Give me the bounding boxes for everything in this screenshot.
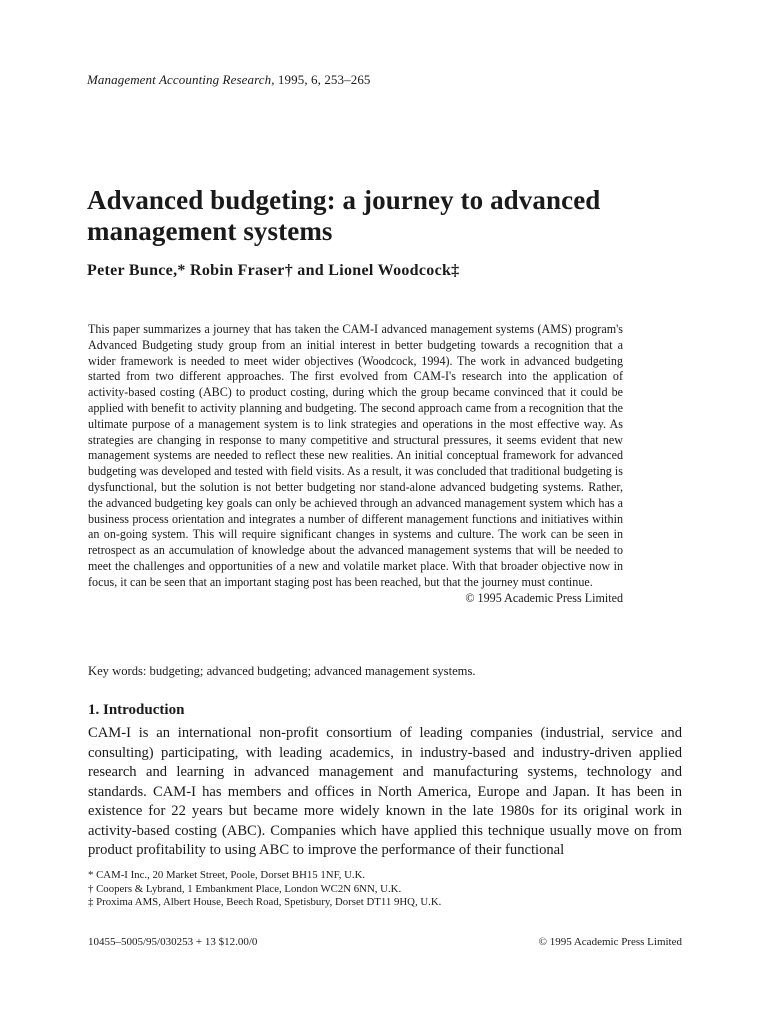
issn-code: 10455–5005/95/030253 + 13 $12.00/0 [88, 936, 258, 948]
introduction-text: CAM-I is an international non-profit consortium of leading companies (industrial, service and consulting) participating, with leading academics, in industry-based and industry-driven applied research and learning in advanced management and manufacturing systems, technology and standards. CAM-I has members and offices in North America, Europe and Japan. It has been in existence for 22 years but became more widely known in the late 1980s for its original work in activity-based costing (ABC). Companies which have applied this technique usually move on from product profitability to using ABC to improve the performance of their functional [88, 725, 682, 858]
journal-name: Management Accounting Research, [87, 72, 275, 87]
section-heading: 1. Introduction [88, 702, 185, 718]
author-list: Peter Bunce,* Robin Fraser† and Lionel Woodcock‡ [87, 262, 460, 279]
footnote-item: † Coopers & Lybrand, 1 Embankment Place, London WC2N 6NN, U.K. [88, 882, 402, 895]
footnote-item: * CAM-I Inc., 20 Market Street, Poole, Dorset BH15 1NF, U.K. [88, 869, 366, 881]
footer-copyright: © 1995 Academic Press Limited [538, 936, 682, 948]
footnote-item: ‡ Proxima AMS, Albert House, Beech Road, Spetisbury, Dorset DT11 9HQ, U.K. [88, 896, 442, 909]
footnotes [88, 869, 682, 910]
keywords: Key words: budgeting; advanced budgeting; advanced management systems. [88, 664, 476, 678]
abstract-text: This paper summarizes a journey that has taken the CAM-I advanced management systems (AMS) program's Advanced Budgeting study group from an initial interest in better budgeting towards a recognition that a wider framework is needed to meet wider objectives (Woodcock, 1994). The work in advanced budgeting started from two different approaches. The first evolved from CAM-I's research into the application of activity-based costing (ABC) to product costing, during which the group became convinced that it could be applied with benefit to activity planning and budgeting. The second approach came from a recognition that the ultimate purpose of a management system is to link strategies and operations in the most effective way. As strategies are changing in response to many competitive and structural pressures, it seems evident that new management systems are needed to reflect these new realities. An initial conceptual framework for advanced budgeting was developed and tested with field visits. As a result, it was concluded that traditional budgeting is dysfunctional, but the solution is not better budgeting nor stand-alone advanced budgeting systems. Rather, the advanced budgeting key goals can only be achieved through an advanced management system which has a business process orientation and integrates a number of different management functions and initiatives within an on-going system. This will require significant changes in systems and culture. The work can be seen in retrospect as an accumulation of knowledge about the advanced management systems that will be needed to meet the challenges and opportunities of a new and volatile market place. With that broader objective now in focus, it can be seen that an important staging post has been reached, but that the journey must continue. [88, 322, 623, 589]
journal-details: 1995, 6, 253–265 [274, 72, 371, 87]
abstract [88, 322, 623, 606]
abstract-copyright: © 1995 Academic Press Limited [465, 590, 623, 605]
article-title: Advanced budgeting: a journey to advanced management systems [87, 185, 601, 246]
journal-reference [87, 72, 371, 88]
